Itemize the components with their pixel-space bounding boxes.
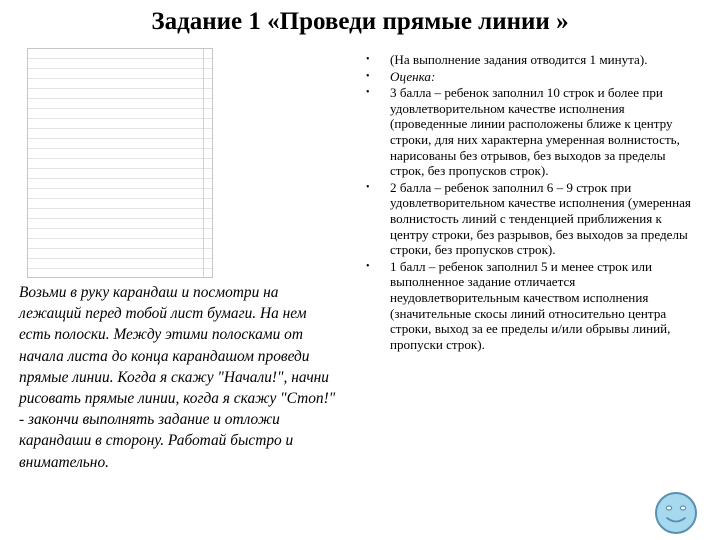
criteria-text: 2 балла – ребенок заполнил 6 – 9 строк при удовлетворительном качестве исполнения (умеренная волнистость линий с тенденцией приближения к центру строки, без разрывов, без выходов за пределы строки, без пропусков строк). bbox=[390, 179, 691, 258]
criteria-text: Оценка: bbox=[390, 68, 436, 84]
criteria-text: (На выполнение задания отводится 1 минута). bbox=[390, 52, 648, 67]
smiley-right-eye bbox=[680, 506, 685, 510]
bullet: • bbox=[366, 260, 370, 272]
paper-lines bbox=[28, 49, 212, 277]
smiley-face bbox=[656, 493, 696, 533]
lined-paper-sheet bbox=[27, 48, 213, 278]
bullet: • bbox=[366, 87, 370, 99]
smiley-face-icon bbox=[653, 490, 699, 536]
criteria-item-score-heading bbox=[366, 69, 696, 85]
criteria-item-2-points bbox=[366, 180, 696, 258]
smiley-left-eye bbox=[666, 506, 671, 510]
criteria-item-duration bbox=[366, 52, 696, 68]
bullet: • bbox=[366, 70, 370, 82]
criteria-text: 1 балл – ребенок заполнил 5 и менее строк или выполненное задание отличается неудовлетворительным качеством исполнения (значительные скосы линий относительно центра строки, выход за ее пределы и/или обрывы линий, пропуски строк). bbox=[390, 258, 671, 352]
page-title: Задание 1 «Проведи прямые линии » bbox=[151, 8, 569, 35]
criteria-item-1-point bbox=[366, 259, 696, 353]
grading-criteria-list bbox=[366, 52, 696, 353]
paper-margin-line bbox=[203, 49, 204, 277]
criteria-item-3-points bbox=[366, 85, 696, 179]
criteria-text: 3 балла – ребенок заполнил 10 строк и более при удовлетворительном качестве исполнения (проведенные линии расположены ближе к центру строки, для них характерна умеренная волнистость, нарисованы без отрывов, без выходов за пределы строк, без пропусков строк). bbox=[390, 85, 680, 179]
bullet: • bbox=[366, 181, 370, 193]
task-instruction: Возьми в руку карандаш и посмотри на лежащий перед тобой лист бумаги. На нем есть полоски. Между этими полосками от начала листа до конца карандашом проведи прямые линии. Когда я скажу "Начали!", начни рисовать прямые линии, когда я скажу "Стоп!" - закончи выполнять задание и отложи карандаши в сторону. Работай быстро и внимательно. bbox=[19, 284, 336, 471]
bullet: • bbox=[366, 54, 370, 65]
